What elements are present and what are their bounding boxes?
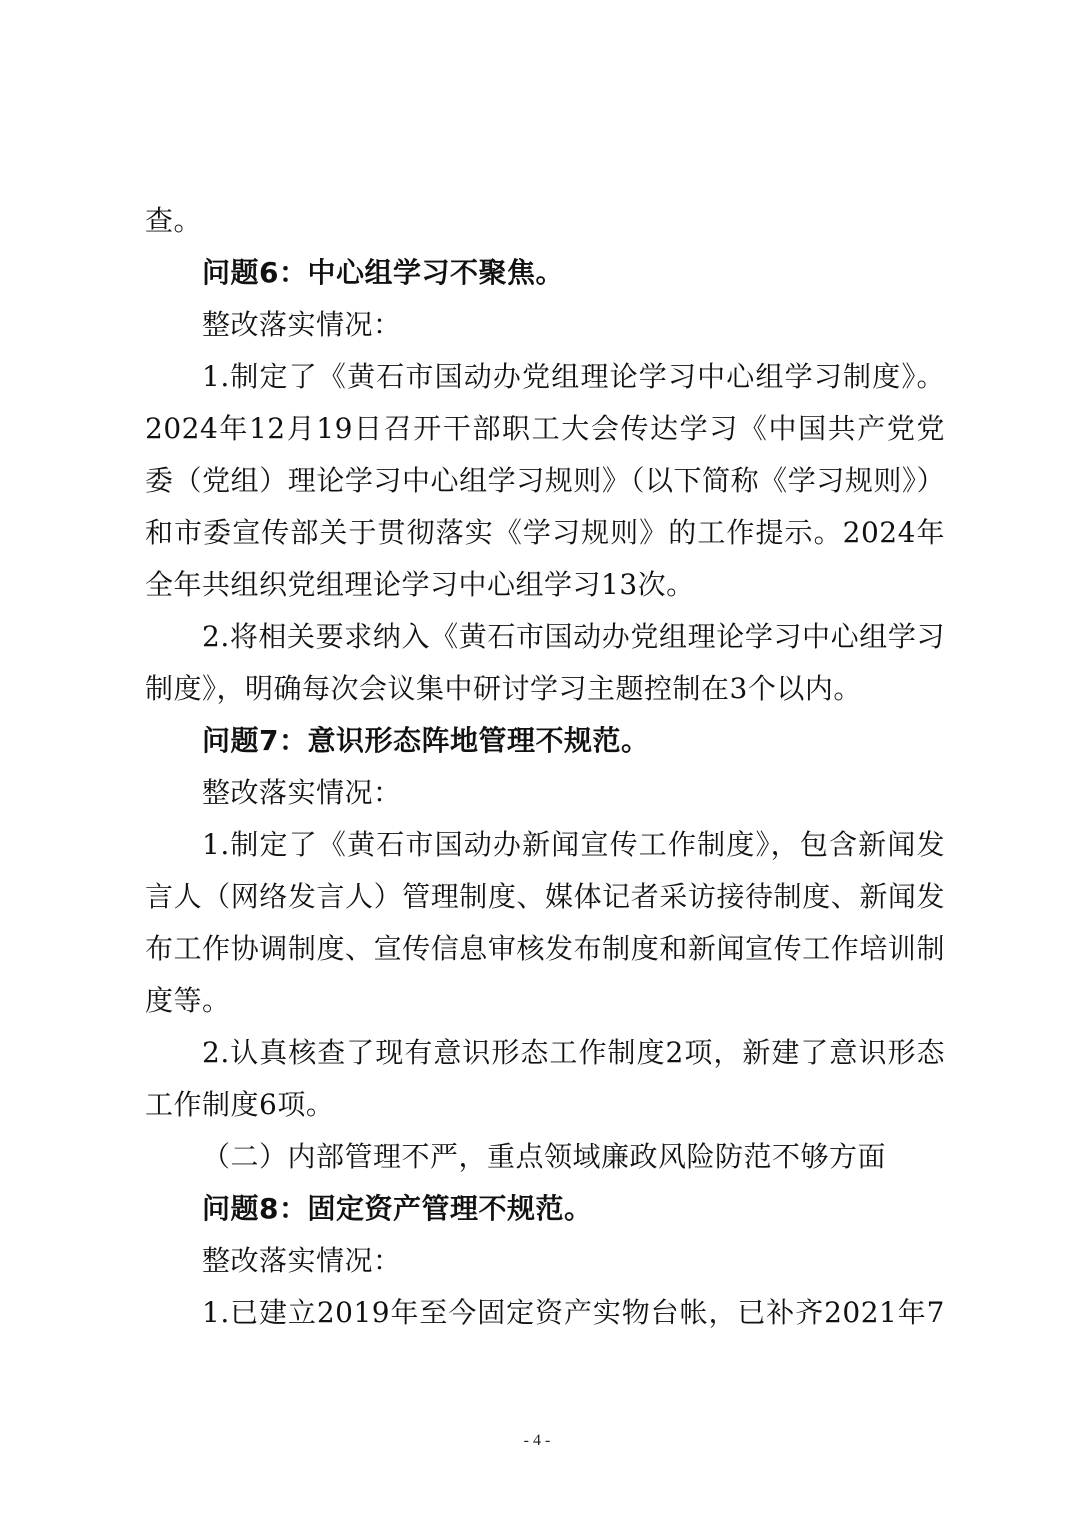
- section-heading: （二）内部管理不严，重点领域廉政风险防范不够方面: [202, 1140, 887, 1173]
- paragraph-line: 制度》，明确每次会议集中研讨学习主题控制在3个以内。: [145, 672, 862, 705]
- paragraph-line: 布工作协调制度、宣传信息审核发布制度和新闻宣传工作培训制: [145, 932, 945, 965]
- paragraph-line: 2.认真核查了现有意识形态工作制度2项，新建了意识形态: [202, 1036, 945, 1069]
- paragraph-line: 2024年12月19日召开干部职工大会传达学习《中国共产党党: [145, 412, 945, 445]
- paragraph-line: 查。: [145, 204, 203, 237]
- paragraph-line: 1.制定了《黄石市国动办党组理论学习中心组学习制度》。: [202, 360, 945, 393]
- subheading-rectification: 整改落实情况：: [202, 308, 402, 341]
- heading-issue-6: 问题6：中心组学习不聚焦。: [202, 256, 564, 289]
- page-number: - 4 -: [523, 1432, 551, 1449]
- paragraph-line: 1.已建立2019年至今固定资产实物台帐，已补齐2021年7: [202, 1296, 945, 1329]
- paragraph-line: 工作制度6项。: [145, 1088, 335, 1121]
- heading-issue-7: 问题7：意识形态阵地管理不规范。: [202, 724, 650, 757]
- heading-issue-8: 问题8：固定资产管理不规范。: [202, 1192, 593, 1225]
- paragraph-line: 1.制定了《黄石市国动办新闻宣传工作制度》，包含新闻发: [202, 828, 945, 861]
- paragraph-line: 度等。: [145, 984, 231, 1017]
- paragraph-line: 全年共组织党组理论学习中心组学习13次。: [145, 568, 695, 601]
- paragraph-line: 和市委宣传部关于贯彻落实《学习规则》的工作提示。2024年: [145, 516, 945, 549]
- paragraph-line: 言人（网络发言人）管理制度、媒体记者采访接待制度、新闻发: [145, 880, 945, 913]
- subheading-rectification: 整改落实情况：: [202, 776, 402, 809]
- paragraph-line: 委（党组）理论学习中心组学习规则》（以下简称《学习规则》）: [145, 464, 945, 497]
- subheading-rectification: 整改落实情况：: [202, 1244, 402, 1277]
- paragraph-line: 2.将相关要求纳入《黄石市国动办党组理论学习中心组学习: [202, 620, 945, 653]
